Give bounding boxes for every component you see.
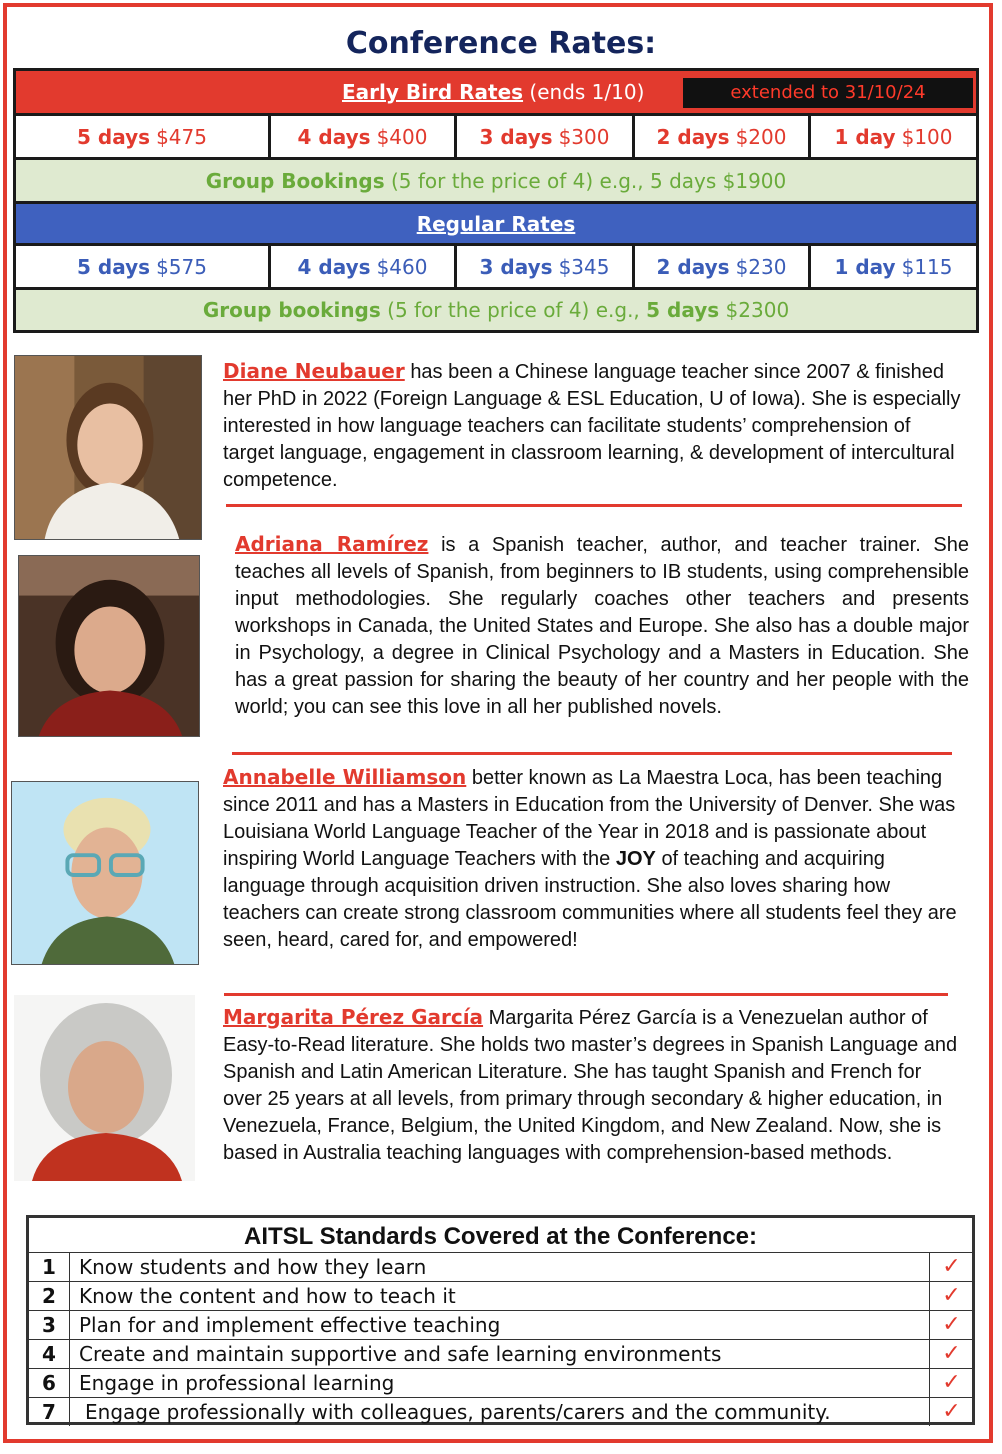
- standard-number: 1: [29, 1253, 70, 1281]
- presenter-bio-annabelle: Annabelle Williamson better known as La Maestra Loca, has been teaching since 2011 and has a Masters in Education from the University of Denver. She was Louisiana World Language Teacher of the Year in 2018 and is passionate about inspiring World Language Teachers with the JOY of teaching and acquiring language through acquisition driven instruction. She also loves sharing how teachers can create strong classroom communities where all students feel they are seen, heard, cared for, and empowered!: [223, 765, 957, 951]
- standard-number: 3: [29, 1311, 70, 1339]
- rate-cell: 3 days $300: [457, 116, 632, 157]
- check-icon: ✓: [929, 1311, 973, 1339]
- check-icon: ✓: [929, 1369, 973, 1397]
- rate-cell: 4 days $460: [271, 246, 454, 287]
- standard-number: 6: [29, 1369, 70, 1397]
- rate-cell: 1 day $115: [811, 246, 976, 287]
- early-bird-header: [16, 71, 976, 113]
- regular-rates-header: Regular Rates: [16, 204, 976, 243]
- standard-text: Know students and how they learn: [79, 1255, 427, 1279]
- rates-table: [13, 68, 979, 333]
- rate-cell: 5 days $575: [16, 246, 268, 287]
- standard-text: Create and maintain supportive and safe learning environments: [79, 1342, 722, 1366]
- early-bird-group-row: Group Bookings (5 for the price of 4) e.g., 5 days $1900: [16, 160, 976, 201]
- presenter-photo-diane: [14, 355, 202, 540]
- presenter-photo-margarita: [14, 995, 195, 1181]
- rate-cell: 2 days $230: [635, 246, 808, 287]
- page-title: Conference Rates:: [345, 26, 657, 61]
- presenter-bio-diane: Diane Neubauer has been a Chinese language teacher since 2007 & finished her PhD in 2022 (Foreign Language & ESL Education, U of Iowa). She is especially interested in how language teachers can facilitate students’ comprehension of target language, engagement in classroom learning, & development of intercultural competence.: [223, 359, 961, 491]
- standard-number: 2: [29, 1282, 70, 1310]
- rate-cell: 4 days $400: [271, 116, 454, 157]
- presenter-bio-margarita: Margarita Pérez García Margarita Pérez García is a Venezuelan author of Easy-to-Read literature. She holds two master’s degrees in Spanish Language and Spanish and Latin American Literature. She has taught Spanish and French for over 25 years at all levels, from primary through secondary & higher education, in Venezuela, France, Belgium, the United Kingdom, and New Zealand. Now, she is based in Australia teaching languages with comprehension-based methods.: [223, 1005, 958, 1164]
- aitsl-title: AITSL Standards Covered at the Conference:: [244, 1223, 757, 1250]
- rate-cell: 2 days $200: [635, 116, 808, 157]
- presenter-name: Diane Neubauer: [223, 359, 405, 383]
- table-row: [29, 1281, 972, 1310]
- extended-date-badge: extended to 31/10/24: [683, 78, 973, 108]
- presenter-name: Margarita Pérez García: [223, 1005, 484, 1029]
- aitsl-standards-table: [26, 1215, 975, 1425]
- standard-number: 4: [29, 1340, 70, 1368]
- table-row: [29, 1397, 972, 1426]
- standard-text: Engage professionally with colleagues, parents/carers and the community.: [85, 1400, 831, 1424]
- standard-number: 7: [29, 1398, 70, 1426]
- presenter-photo-adriana: [18, 555, 200, 737]
- standard-text: Plan for and implement effective teaching: [79, 1313, 501, 1337]
- early-bird-rates-row: [16, 116, 976, 157]
- presenter-photo-annabelle: [11, 781, 199, 965]
- standard-text: Engage in professional learning: [79, 1371, 395, 1395]
- regular-rates-row: [16, 246, 976, 287]
- check-icon: ✓: [929, 1253, 973, 1281]
- rate-cell: 3 days $345: [457, 246, 632, 287]
- rate-cell: 5 days $475: [16, 116, 268, 157]
- check-icon: ✓: [929, 1340, 973, 1368]
- table-row: [29, 1339, 972, 1368]
- rate-cell: 1 day $100: [811, 116, 976, 157]
- separator: [226, 504, 962, 507]
- check-icon: ✓: [929, 1282, 973, 1310]
- presenter-bio-adriana: Adriana Ramírez is a Spanish teacher, author, and teacher trainer. She teaches all levels of Spanish, from beginners to IB students, using comprehensible input methodologies. She regularly coaches other teachers and presents workshops in Canada, the United States and Europe. She also has a double major in Psychology, a degree in Clinical Psychology and a Masters in Education. She has a great passion for sharing the beauty of her country and her people with the world; you can see this love in all her published novels.: [235, 532, 969, 718]
- presenter-name: Annabelle Williamson: [223, 765, 467, 789]
- table-row: [29, 1310, 972, 1339]
- check-icon: ✓: [929, 1398, 973, 1426]
- separator: [232, 752, 952, 755]
- separator: [224, 993, 948, 996]
- early-bird-label: Early Bird Rates (ends 1/10): [342, 80, 645, 104]
- standard-text: Know the content and how to teach it: [79, 1284, 456, 1308]
- regular-group-row: Group bookings (5 for the price of 4) e.g., 5 days $2300: [16, 290, 976, 330]
- table-row: [29, 1368, 972, 1397]
- presenter-name: Adriana Ramírez: [235, 532, 429, 556]
- table-row: [29, 1252, 972, 1281]
